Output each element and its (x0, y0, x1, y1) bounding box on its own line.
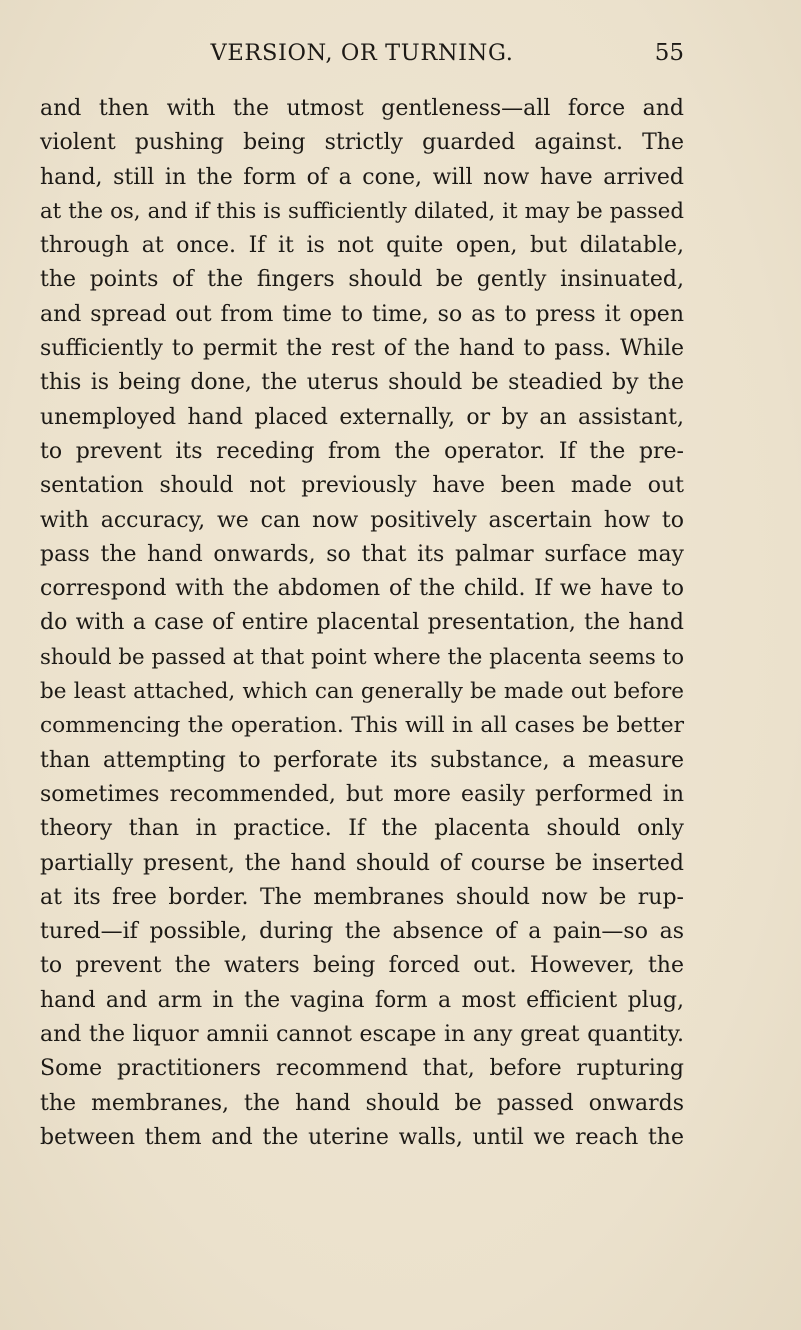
text-line: Some practitioners recommend that, before rupturing (40, 1056, 684, 1082)
text-line: sentation should not previously have been made out (40, 473, 684, 499)
text-line: through at once. If it is not quite open, but dilatable, (40, 233, 684, 259)
text-line: do with a case of entire placental presentation, the hand (40, 610, 684, 636)
text-line: hand, still in the form of a cone, will now have arrived (40, 164, 684, 190)
text-line: this is being done, the uterus should be steadied by the (40, 370, 684, 396)
text-line: hand and arm in the vagina form a most efficient plug, (40, 987, 684, 1013)
text-line: correspond with the abdomen of the child. If we have to (40, 576, 684, 602)
text-line: be least attached, which can generally be made out before (40, 679, 684, 705)
text-line: and then with the utmost gentleness—all force and (40, 96, 684, 121)
text-line: at the os, and if this is sufficiently dilated, it may be passed (40, 198, 684, 224)
text-line: to prevent the waters being forced out. However, the (40, 953, 684, 979)
text-line: to prevent its receding from the operator. If the pre- (40, 438, 684, 464)
text-line: pass the hand onwards, so that its palmar surface may (40, 541, 684, 567)
text-line: the membranes, the hand should be passed onwards (40, 1090, 684, 1116)
running-head (40, 36, 684, 76)
text-line: at its free border. The membranes should now be rup- (40, 884, 684, 910)
text-line: unemployed hand placed externally, or by an assistant, (40, 404, 684, 430)
text-line: theory than in practice. If the placenta should only (40, 816, 684, 842)
text-line: than attempting to perforate its substance, a measure (40, 747, 684, 773)
running-title: VERSION, OR TURNING. (210, 40, 514, 66)
text-line: commencing the operation. This will in all cases be better (40, 713, 684, 739)
text-line: sufficiently to permit the rest of the hand to pass. While (40, 336, 684, 362)
text-line: should be passed at that point where the placenta seems to (40, 644, 684, 670)
page-number: 55 (654, 40, 684, 66)
text-line: and the liquor amnii cannot escape in any great quantity. (40, 1022, 684, 1048)
text-line: violent pushing being strictly guarded against. The (40, 130, 684, 156)
text-line: tured—if possible, during the absence of a pain—so as (40, 919, 684, 945)
body-text (40, 92, 684, 1155)
text-line: sometimes recommended, but more easily performed in (40, 781, 684, 807)
text-line: partially present, the hand should of course be inserted (40, 850, 684, 876)
text-line: with accuracy, we can now positively ascertain how to (40, 507, 684, 533)
text-line: the points of the fingers should be gently insinuated, (40, 267, 684, 293)
text-line: and spread out from time to time, so as to press it open (40, 301, 684, 327)
text-line: between them and the uterine walls, until we reach the (40, 1124, 684, 1150)
